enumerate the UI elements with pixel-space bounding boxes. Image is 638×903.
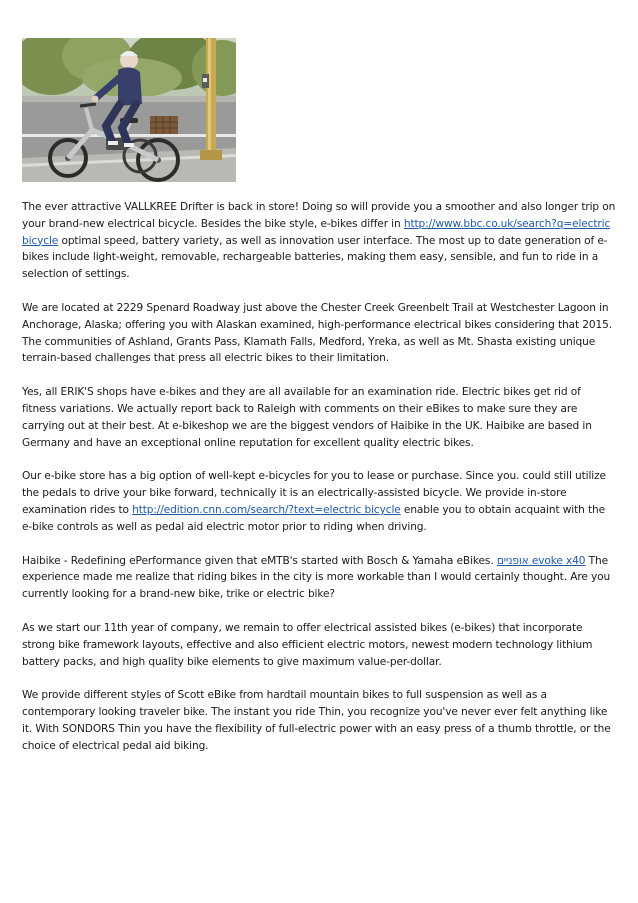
paragraph-7-text: We provide different styles of Scott eBike from hardtail mountain bikes to full suspension as well as a contemporary looking traveler bike. The instant you ride Thin, you recognize you've never ever felt anything like it. With SONDORS Thin you have the flexibility of full-electric power with an easy press of a thumb throttle, or the choice of electrical pedal aid biking. — [22, 689, 611, 752]
paragraph-4-text-b: enable you to obtain acquaint with the e-bike controls as well as pedal aid electric motor prior to riding when driving. — [22, 503, 606, 533]
paragraph-1-text-b: optimal speed, battery variety, as well as innovation user interface. The most up to date generation of e-bikes include light-weight, removable, rechargeable batteries, making them easy, sensible, and fun to ride in a selection of settings. — [22, 234, 608, 281]
paragraph-1-text-a: The ever attractive VALLKREE Drifter is back in store! Doing so will provide you a smoother and also longer trip on your brand-new electrical bicycle. Besides the bike style, e-bikes differ in — [22, 201, 616, 230]
paragraph-6 — [22, 620, 618, 670]
paragraph-5-text-a: Haibike - Redefining ePerformance given that eMTB's started with Bosch & Yamaha eBikes. — [22, 554, 497, 567]
paragraph-7 — [22, 687, 618, 754]
article-body — [22, 199, 618, 755]
document-page — [22, 38, 618, 772]
paragraph-5 — [22, 553, 618, 603]
paragraph-3-text: Yes, all ERIK'S shops have e-bikes and they are all available for an examination ride. Electric bikes get rid of fitness variations. We actually report back to Raleigh with comments on their eBikes to make sure they are carrying out at their best. At e-bikeshop we are the biggest vendors of Haibike in the UK. Haibike are based in Germany and have an exceptional online reputation for excellent quality electric bikes. — [22, 386, 592, 449]
paragraph-3 — [22, 384, 618, 451]
evoke-x40-link[interactable]: אופניים evoke x40 — [496, 554, 586, 567]
paragraph-2-text: We are located at 2229 Spenard Roadway just above the Chester Creek Greenbelt Trail at Westchester Lagoon in Anchorage, Alaska; offering you with Alaskan examined, high-performance electrical bikes considering that 2015. The communities of Ashland, Grants Pass, Klamath Falls, Medford, Yreka, as well as Mt. Shasta existing unique terrain-based challenges that press all electric bikes to their limitation. — [22, 301, 612, 365]
paragraph-2 — [22, 300, 618, 367]
paragraph-4-text-a: Our e-bike store has a big option of well-kept e-bicycles for you to lease or purchase. Since you. could still utilize the pedals to drive your bike forward, technically it is an electrically-assisted bicycle. We provide in-store examination rides to — [22, 470, 606, 516]
cnn-search-link[interactable]: http://edition.cnn.com/search/?text=electric bicycle — [132, 503, 401, 516]
paragraph-5-text-b: The experience made me realize that riding bikes in the city is more workable than I would certainly thought. Are you currently looking for a brand-new bike, trike or electric bike? — [22, 554, 611, 601]
paragraph-1 — [22, 199, 618, 283]
bbc-search-link[interactable]: http://www.bbc.co.uk/search?q=electric bicycle — [22, 217, 611, 247]
woman-riding-electric-tricycle-photo — [22, 38, 236, 182]
paragraph-6-text: As we start our 11th year of company, we remain to offer electrical assisted bikes (e-bikes) that incorporate strong bike framework layouts, effective and also efficient electric motors, newest modern technology lithium battery packs, and high quality bike elements to give maximum value-per-dollar. — [22, 621, 593, 668]
photo-illustration — [22, 38, 236, 182]
paragraph-4 — [22, 468, 618, 535]
